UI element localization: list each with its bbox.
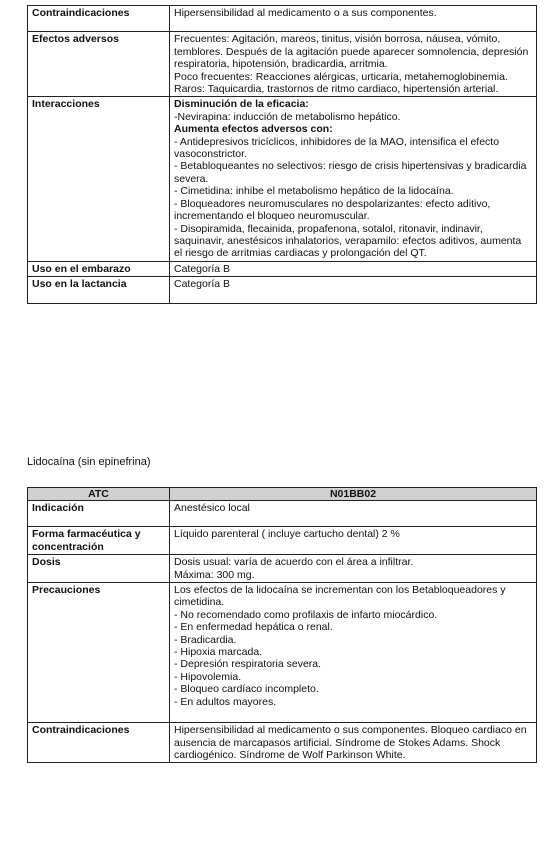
table-row-interacciones bbox=[28, 97, 537, 261]
paragraph: Frecuentes: Agitación, mareos, tinitus, visión borrosa, náusea, vómito, temblores. Después de la agitación puede aparecer somnolencia, depresión respiratoria, hipotensión, bradicardia, arritmia. bbox=[174, 33, 529, 71]
row-label: Contraindicaciones bbox=[28, 6, 170, 32]
section-heading: Lidocaína (sin epinefrina) bbox=[27, 456, 151, 468]
paragraph: - Hipoxia marcada. bbox=[174, 646, 263, 659]
row-label: Forma farmacéutica y concentración bbox=[28, 527, 170, 555]
paragraph: - Bloqueo cardíaco incompleto. bbox=[174, 683, 319, 696]
table-row-contraindicaciones bbox=[28, 6, 537, 32]
table-row-efectos-adversos bbox=[28, 32, 537, 97]
table-row-lactancia bbox=[28, 277, 537, 303]
paragraph: - En adultos mayores. bbox=[174, 695, 277, 708]
paragraph: Máxima: 300 mg. bbox=[174, 568, 255, 581]
table-row-indicacion bbox=[28, 501, 537, 527]
paragraph: - Cimetidina: inhibe el metabolismo hepático de la lidocaína. bbox=[174, 185, 454, 198]
row-label: Precauciones bbox=[28, 583, 170, 723]
row-label: Uso en la lactancia bbox=[28, 277, 170, 303]
table-row-dosis bbox=[28, 555, 537, 583]
paragraph: Los efectos de la lidocaína se incrementan con los Betabloqueadores y cimetidina. bbox=[174, 584, 506, 609]
paragraph: - En enfermedad hepática o renal. bbox=[174, 621, 333, 634]
subheading: Disminución de la eficacia: bbox=[174, 98, 309, 111]
row-value bbox=[170, 97, 537, 261]
paragraph: Poco frecuentes: Reacciones alérgicas, urticaria, metahemoglobinemia. bbox=[174, 70, 508, 83]
paragraph: - Disopiramida, flecainida, propafenona, sotalol, ritonavir, indinavir, saquinavir, anestésicos inhalatorios, verapamilo: efectos aditivos, aumenta el riesgo de arritmias cardiacas y prolongación del QT. bbox=[174, 222, 522, 260]
row-value: Categoría B bbox=[170, 261, 537, 276]
paragraph: Dosis usual: varía de acuerdo con el área a infiltrar. bbox=[174, 556, 414, 569]
row-label: Contraindicaciones bbox=[28, 723, 170, 763]
table-header-row bbox=[28, 488, 537, 501]
paragraph: - Hipovolemia. bbox=[174, 670, 242, 683]
row-label: Efectos adversos bbox=[28, 32, 170, 97]
paragraph: - Bradicardia. bbox=[174, 633, 237, 646]
drug-info-table-2 bbox=[27, 487, 537, 763]
subheading: Aumenta efectos adversos con: bbox=[174, 123, 333, 136]
paragraph: - Antidepresivos tricíclicos, inhibidores de la MAO, intensifica el efecto vasoconstrictor. bbox=[174, 135, 500, 161]
row-label: Dosis bbox=[28, 555, 170, 583]
row-value: Hipersensibilidad al medicamento o a sus componentes. bbox=[170, 6, 537, 32]
table-row-embarazo bbox=[28, 261, 537, 276]
paragraph: - No recomendado como profilaxis de infarto miocárdico. bbox=[174, 608, 438, 621]
row-label: Interacciones bbox=[28, 97, 170, 261]
row-label: Indicación bbox=[28, 501, 170, 527]
row-value bbox=[170, 555, 537, 583]
paragraph: -Nevirapina: inducción de metabolismo hepático. bbox=[174, 110, 401, 123]
table-row-forma bbox=[28, 527, 537, 555]
row-value: Líquido parenteral ( incluye cartucho dental) 2 % bbox=[170, 527, 537, 555]
table-row-precauciones bbox=[28, 583, 537, 723]
paragraph: - Bloqueadores neuromusculares no despolarizantes: efecto aditivo, incrementando el bloqueo neuromuscular. bbox=[174, 197, 491, 223]
row-value bbox=[170, 32, 537, 97]
paragraph: Raros: Taquicardia, trastornos de ritmo cardiaco, hipertensión arterial. bbox=[174, 83, 499, 96]
row-label: Uso en el embarazo bbox=[28, 261, 170, 276]
paragraph: - Depresión respiratoria severa. bbox=[174, 658, 322, 671]
row-value: Hipersensibilidad al medicamento o sus componentes. Bloqueo cardiaco en ausencia de marcapasos artificial. Síndrome de Stokes Adams. Shock cardiogénico. Síndrome de Wolf Parkinson White. bbox=[170, 723, 537, 763]
row-value bbox=[170, 583, 537, 723]
paragraph: - Betabloqueantes no selectivos: riesgo de crisis hipertensivas y bradicardia severa. bbox=[174, 160, 527, 185]
column-header-atc: ATC bbox=[28, 488, 170, 501]
table-row-contraindicaciones bbox=[28, 723, 537, 763]
column-header-atc-code: N01BB02 bbox=[170, 488, 537, 501]
row-value: Categoría B bbox=[170, 277, 537, 303]
row-value: Anestésico local bbox=[170, 501, 537, 527]
drug-info-table-1 bbox=[27, 5, 537, 304]
